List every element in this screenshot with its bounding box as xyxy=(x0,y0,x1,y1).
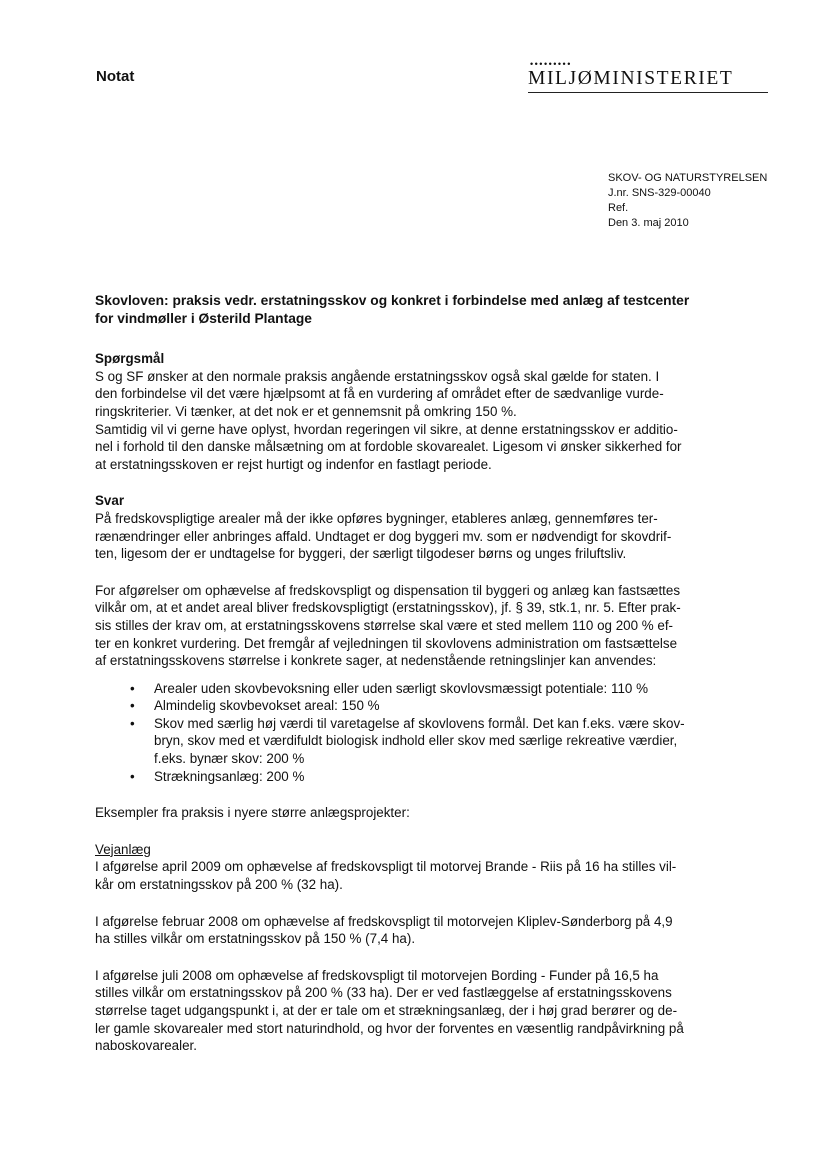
list-item xyxy=(95,715,780,768)
text-line: Almindelig skovbevokset areal: 150 % xyxy=(154,698,380,714)
text-line: ter en konkret vurdering. Det fremgår af vejledningen til skovlovens administration om fastsættelse xyxy=(95,635,678,651)
title-line: for vindmøller i Østerild Plantage xyxy=(95,310,312,326)
text-line: rænændringer eller anbringes affald. Undtaget er dog byggeri mv. som er nødvendigt for skovdrif- xyxy=(95,528,672,544)
text-line: ten, ligesom der er undtagelse for byggeri, der særligt tilgodeser børns og unges friluftsliv. xyxy=(95,546,627,562)
text-line: vilkår om, at et andet areal bliver fredskovspligtigt (erstatningsskov), jf. § 39, stk.1, nr. 5. Efter prak- xyxy=(95,600,681,616)
text-line: stilles vilkår om erstatningsskov på 200 % (33 ha). Der er ved fastlæggelse af erstatningsskovens xyxy=(95,985,672,1001)
road-example-2 xyxy=(95,913,780,948)
agency-block xyxy=(608,171,767,231)
bullet-icon: • xyxy=(130,698,135,714)
bullet-icon: • xyxy=(130,715,135,731)
logo-dots: ••••••••• xyxy=(530,59,572,69)
text-line: bryn, skov med et værdifuldt biologisk indhold eller skov med særlige rekreative værdier, xyxy=(154,733,678,749)
text-line: Arealer uden skovbevoksning eller uden særligt skovlovsmæssigt potentiale: 110 % xyxy=(154,680,648,696)
text-line: Strækningsanlæg: 200 % xyxy=(154,768,305,784)
road-example-1 xyxy=(95,858,780,893)
ministry-logo xyxy=(528,60,770,93)
text-line: af erstatningsskovens størrelse i konkrete sager, at nedenstående retningslinjer kan anvendes: xyxy=(95,653,657,669)
text-line: S og SF ønsker at den normale praksis angående erstatningsskov også skal gælde for staten. I xyxy=(95,368,660,384)
text-line: I afgørelse juli 2008 om ophævelse af fredskovspligt til motorvejen Bording - Funder på 16,5 ha xyxy=(95,967,659,983)
text-line: Skov med særlig høj værdi til varetagelse af skovlovens formål. Det kan f.eks. være skov- xyxy=(154,715,685,731)
title-line: Skovloven: praksis vedr. erstatningsskov og konkret i forbindelse med anlæg af testcenter xyxy=(95,293,690,308)
agency-name: SKOV- OG NATURSTYRELSEN xyxy=(608,172,768,184)
journal-number: J.nr. SNS-329-00040 xyxy=(608,187,711,199)
text-line: ler gamle skovarealer med stort naturindhold, og hvor der forventes en væsentlig randpåvirkning på xyxy=(95,1020,684,1036)
reference: Ref. xyxy=(608,202,629,214)
text-line: at erstatningsskoven er rejst hurtigt og indenfor en fastlagt periode. xyxy=(95,456,492,472)
text-line: den forbindelse vil det være hjælpsomt at få en vurdering af området efter de sædvanlige vurde- xyxy=(95,386,664,402)
logo-underline xyxy=(528,92,768,93)
text-line: f.eks. bynær skov: 200 % xyxy=(154,751,305,767)
road-heading: Vejanlæg xyxy=(95,841,151,857)
text-line: sis stilles der krav om, at erstatningsskovens størrelse skal være et sted mellem 110 og 200 % ef- xyxy=(95,617,674,633)
text-line: nel i forhold til den danske målsætning om at fordoble skovarealet. Ligesom vi ønsker sikkerhed for xyxy=(95,439,682,455)
text-line: størrelse taget udgangspunkt i, at der er tale om et strækningsanlæg, der i høj grad berører og de- xyxy=(95,1003,678,1018)
text-line: Samtidig vil vi gerne have oplyst, hvordan regeringen vil sikre, at denne erstatningsskov er additio- xyxy=(95,421,678,437)
list-item xyxy=(95,697,780,715)
examples-intro: Eksempler fra praksis i nyere større anlægsprojekter: xyxy=(95,805,410,821)
document-type-label: Notat xyxy=(96,68,135,85)
text-line: kår om erstatningsskov på 200 % (32 ha). xyxy=(95,877,343,893)
road-example-3 xyxy=(95,967,780,1055)
text-line: naboskovarealer. xyxy=(95,1038,197,1054)
text-line: ha stilles vilkår om erstatningsskov på 150 % (7,4 ha). xyxy=(95,931,416,947)
text-line: I afgørelse februar 2008 om ophævelse af fredskovspligt til motorvejen Kliplev-Sønderborg på 4,9 xyxy=(95,913,673,929)
bullet-icon: • xyxy=(130,680,135,696)
document-date: Den 3. maj 2010 xyxy=(608,217,689,229)
answer-paragraph-1 xyxy=(95,510,780,563)
document-title xyxy=(95,292,780,327)
text-line: For afgørelser om ophævelse af fredskovspligt og dispensation til byggeri og anlæg kan fastsættes xyxy=(95,582,681,598)
list-item xyxy=(95,680,780,698)
list-item xyxy=(95,768,780,786)
text-line: ringskriterier. Vi tænker, at det nok er et gennemsnit på omkring 150 %. xyxy=(95,403,517,419)
answer-heading: Svar xyxy=(95,493,125,509)
text-line: På fredskovspligtige arealer må der ikke opføres bygninger, etableres anlæg, gennemføres ter- xyxy=(95,510,658,526)
document-body xyxy=(95,292,780,1055)
answer-paragraph-2 xyxy=(95,582,780,670)
question-paragraph xyxy=(95,368,780,474)
question-heading: Spørgsmål xyxy=(95,351,165,367)
text-line: I afgørelse april 2009 om ophævelse af fredskovspligt til motorvej Brande - Riis på 16 ha stilles vil- xyxy=(95,859,677,875)
logo-text: MILJØMINISTERIET xyxy=(528,68,734,89)
guideline-list xyxy=(95,680,780,786)
bullet-icon: • xyxy=(130,768,135,784)
